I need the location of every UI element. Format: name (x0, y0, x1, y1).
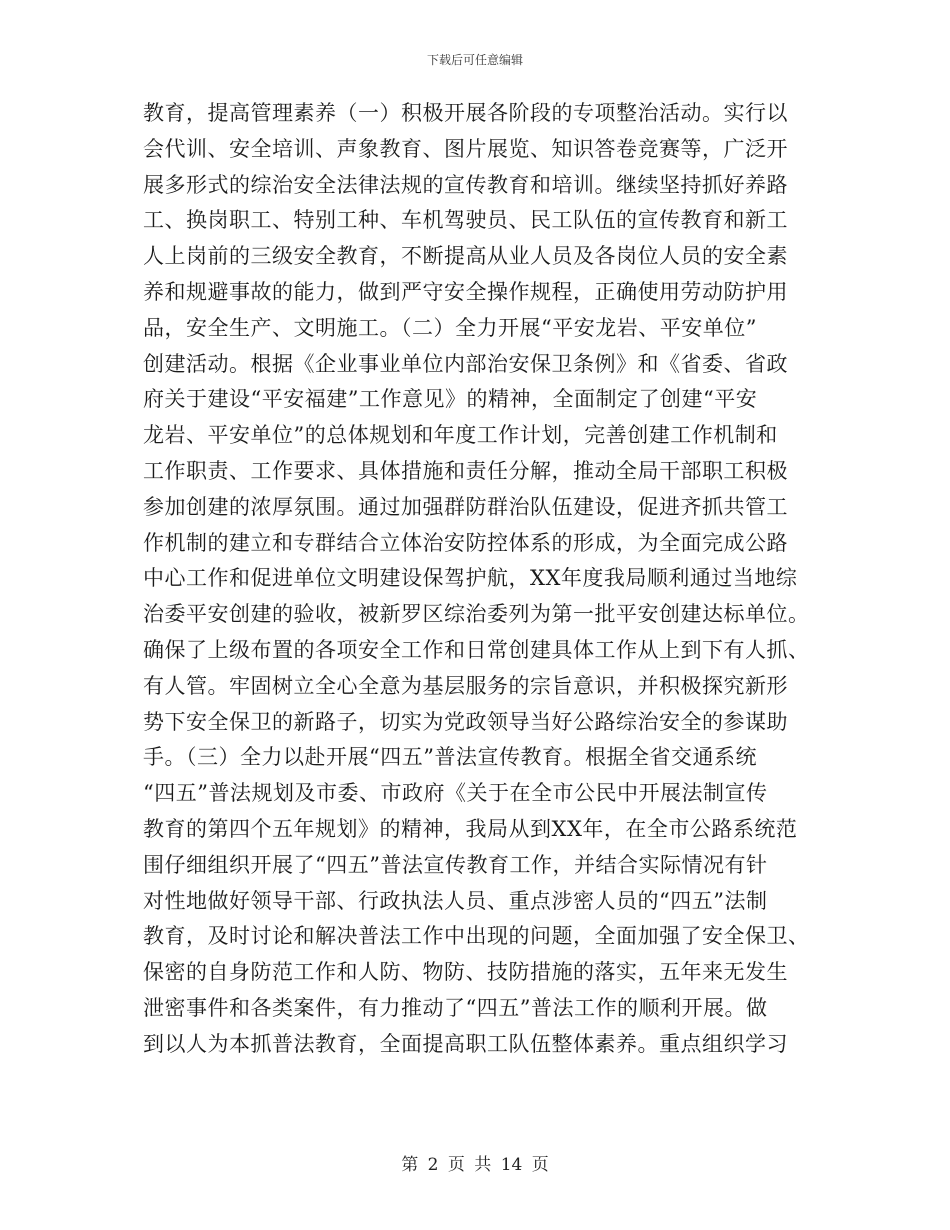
text-line: 教育的第四个五年规划》的精神，我局从到XX年，在全市公路系统范 (143, 816, 798, 841)
text-line: 中心工作和促进单位文明建设保驾护航，XX年度我局顺利通过当地综 (143, 566, 798, 591)
text-line: 教育，及时讨论和解决普法工作中出现的问题，全面加强了安全保卫、 (143, 924, 810, 949)
text-line: 作机制的建立和专群结合立体治安防控体系的形成，为全面完成公路 (143, 530, 788, 555)
text-line: 工、换岗职工、特别工种、车机驾驶员、民工队伍的宣传教育和新工 (143, 208, 788, 233)
text-line: 府关于建设“平安福建”工作意见》的精神，全面制定了创建“平安 (143, 387, 758, 412)
text-line: 有人管。牢固树立全心全意为基层服务的宗旨意识，并积极探究新形 (143, 673, 788, 698)
text-line: 工作职责、工作要求、具体措施和责任分解，推动全局干部职工积极 (143, 458, 788, 483)
text-line: 展多形式的综治安全法律法规的宣传教育和培训。继续坚持抓好养路 (143, 172, 788, 197)
text-line: 确保了上级布置的各项安全工作和日常创建具体工作从上到下有人抓、 (143, 637, 810, 662)
text-line: 养和规避事故的能力，做到严守安全操作规程，正确使用劳动防护用 (143, 279, 788, 304)
text-line: 创建活动。根据《企业事业单位内部治安保卫条例》和《省委、省政 (143, 351, 788, 376)
text-line: 教育，提高管理素养（一）积极开展各阶段的专项整治活动。实行以 (143, 101, 788, 125)
text-line: 龙岩、平安单位”的总体规划和年度工作计划，完善创建工作机制和 (143, 423, 778, 448)
text-line: 手。（三）全力以赴开展“四五”普法宣传教育。根据全省交通系统 (143, 745, 757, 770)
body-text (143, 96, 810, 1063)
text-line: 到以人为本抓普法教育，全面提高职工队伍整体素养。重点组织学习 (143, 1031, 788, 1056)
text-line: “四五”普法规划及市委、市政府《关于在全市公民中开展法制宣传 (143, 781, 768, 806)
text-line: 参加创建的浓厚氛围。通过加强群防群治队伍建设，促进齐抓共管工 (143, 494, 788, 519)
text-line: 势下安全保卫的新路子，切实为党政领导当好公路综治安全的参谋助 (143, 709, 788, 734)
page-number-footer: 第 2 页 共 14 页 (401, 1155, 549, 1175)
text-line: 人上岗前的三级安全教育，不断提高从业人员及各岗位人员的安全素 (143, 244, 788, 269)
text-line: 对性地做好领导干部、行政执法人员、重点涉密人员的“四五”法制 (143, 888, 768, 913)
text-line: 会代训、安全培训、声象教育、图片展览、知识答卷竞赛等，广泛开 (143, 136, 788, 161)
text-line: 泄密事件和各类案件，有力推动了“四五”普法工作的顺利开展。做 (143, 995, 768, 1020)
text-line: 品，安全生产、文明施工。（二）全力开展“平安龙岩、平安单位” (143, 315, 757, 340)
text-line: 治委平安创建的验收，被新罗区综治委列为第一批平安创建达标单位。 (143, 602, 810, 627)
text-line: 围仔细组织开展了“四五”普法宣传教育工作，并结合实际情况有针 (143, 852, 768, 877)
page-header: 下载后可任意编辑 (426, 53, 523, 67)
text-line: 保密的自身防范工作和人防、物防、技防措施的落实，五年来无发生 (143, 960, 788, 985)
